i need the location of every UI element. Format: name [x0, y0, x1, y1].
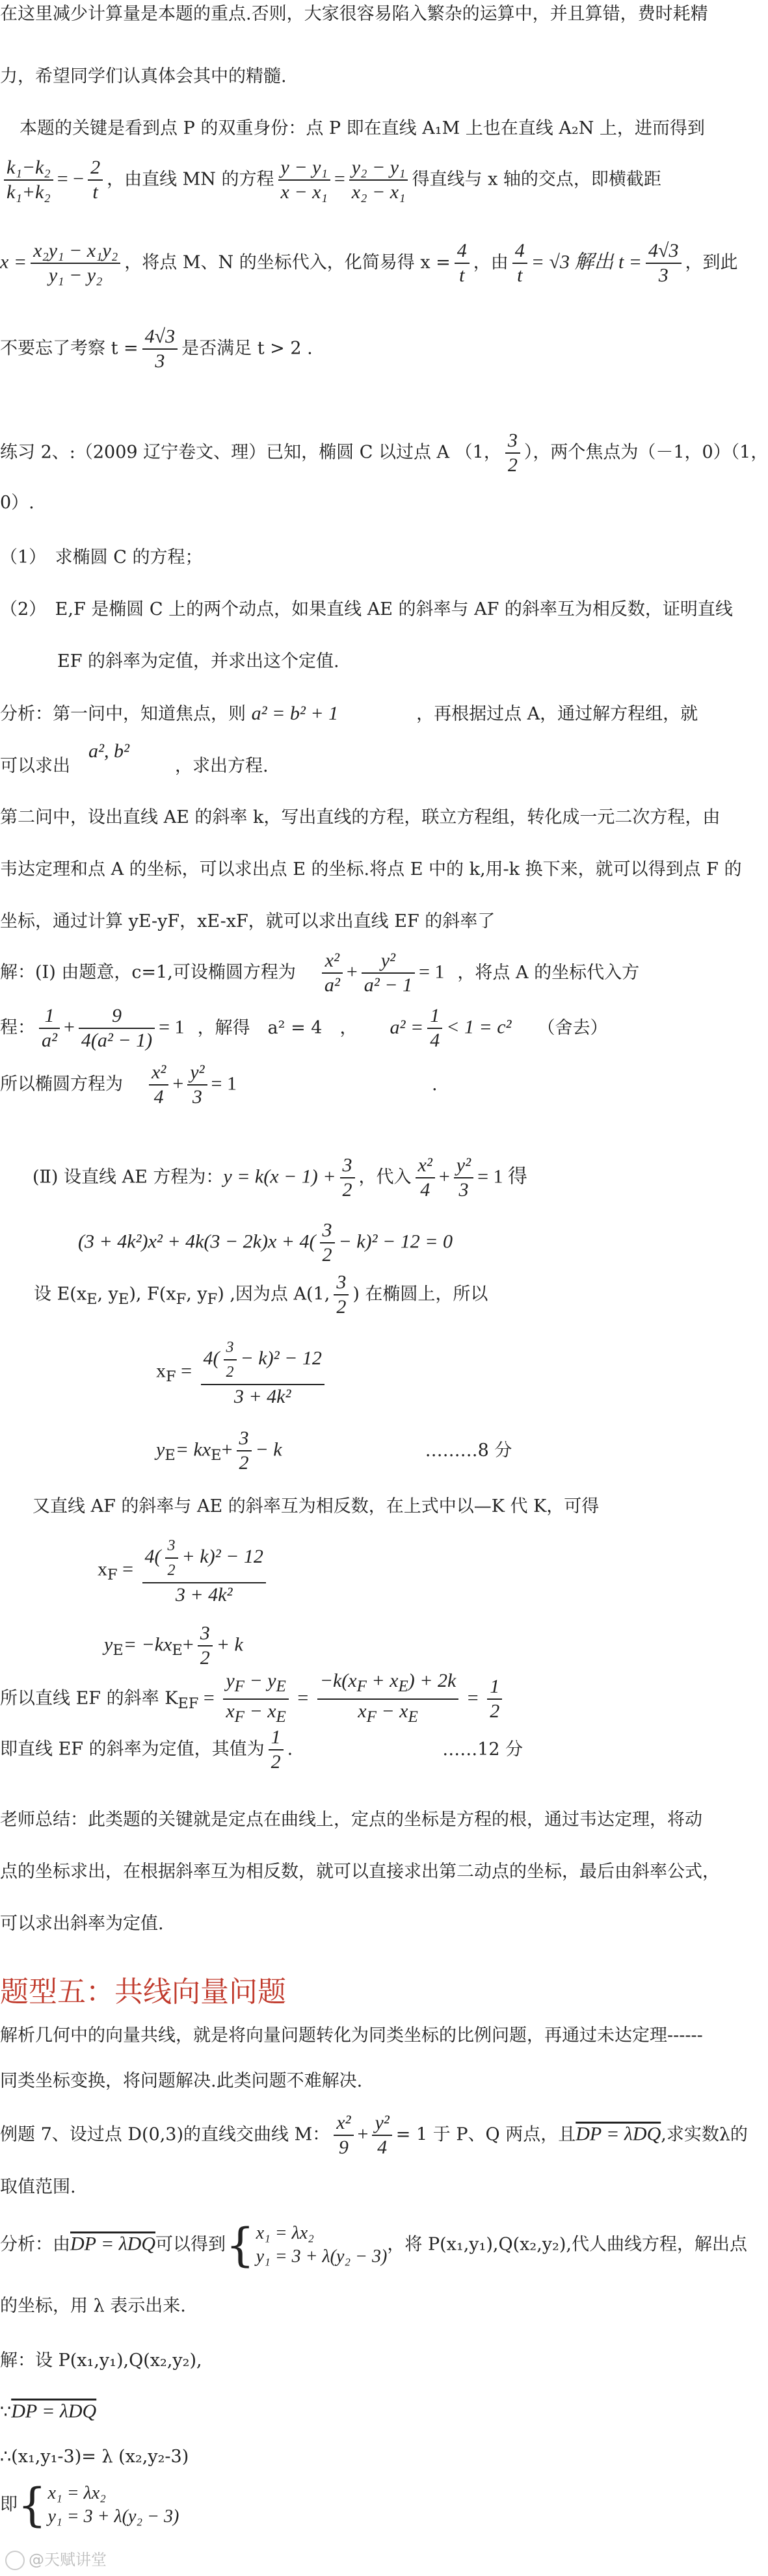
fraction: $\frac{\text{y²}}{3}$ [454, 1154, 473, 1202]
math-line: (3 + 4k²)x² + 4k(3 − 2k)x + 4( $\frac{3}{2}$ − k)² − 12 = 0 [78, 1219, 453, 1266]
fraction: $\frac{\text{y₂ − y₁}}{\text{x₂ − x₁}}$ [349, 156, 408, 204]
text-line: 同类坐标变换，将问题解决.此类问题不难解决. [0, 2071, 363, 2091]
math-line: 所以椭圆方程为 $\frac{\text{x²}}{4}$ + $\frac{\text{y²}}{3}$ = 1 . [0, 1061, 438, 1108]
text-line: 力，希望同学们认真体会其中的精髓. [0, 66, 287, 86]
watermark: @天赋讲堂 [5, 2547, 107, 2570]
watermark-icon [5, 2551, 25, 2570]
analysis-line: 可以求出a², b²，求出方程. [0, 740, 269, 776]
text-line: 韦达定理和点 A 的坐标，可以求出点 E 的坐标.将点 E 中的 k,用-k 换下来，就可以得到点 F 的 [0, 859, 742, 879]
fraction: $\frac{\text{y²}}{3}$ [187, 1061, 207, 1109]
fraction: $\frac{3}{2}$ [334, 1271, 349, 1319]
math-line: 程： $\frac{1}{\text{a²}}$ + $\frac{9}{\text{4(a² − 1)}}$ = 1 ，解得 a² = 4 ， a² = $\frac{1}{4}$ < 1 = c² （舍去） [0, 1005, 608, 1051]
fraction: $\frac{3}{2}$ [505, 429, 520, 477]
math-line: 分析：由DP = λDQ可以得到{ x₁ = λx₂ y₁ = 3 + λ(y₂ − 3) ，将 P(x₁,y₁),Q(x₂,y₂),代人曲线方程，解出点 [0, 2218, 747, 2272]
fraction: $\frac{\text{x²}}{9}$ [334, 2111, 353, 2159]
fraction: $\frac{3}{2}$ [165, 1534, 178, 1582]
fraction: $\frac{\text{x²}}{4}$ [416, 1154, 435, 1202]
fraction: $\frac{3}{2}$ [224, 1336, 237, 1384]
math-line: 解：(Ⅰ) 由题意，c=1,可设椭圆方程为 $\frac{\text{x²}}{\text{a²}}$ + $\frac{\text{y²}}{\text{a² − 1}}$ = 1 ，将点 A 的坐标代入方 [0, 950, 640, 996]
math-line: $y_E= kx_E+$ $\frac{3}{2}$ − k ………8 分 [156, 1427, 512, 1474]
math-line: $y_E= -kx_E+$ $\frac{3}{2}$ + k [104, 1622, 243, 1669]
question-2: （2） E,F 是椭圆 C 上的两个动点，如果直线 AE 的斜率与 AF 的斜率互为相反数，证明直线 [0, 599, 733, 619]
fraction: 4( $\frac{3}{2}$ + k)² − 12 3 + 4k² [142, 1534, 266, 1607]
text-line: 在这里减少计算量是本题的重点.否则，大家很容易陷入繁杂的运算中，并且算错，费时耗精 [0, 4, 708, 24]
fraction: $\frac{4√3}{3}$ [142, 325, 178, 373]
text-line: 解析几何中的向量共线，就是将向量问题转化为同类坐标的比例问题，再通过未达定理------ [0, 2025, 703, 2046]
fraction: $\frac{4}{t}$ [512, 239, 527, 287]
math-line: $\frac{\text{k₁−k₂}}{\text{k₁+k₂}}$ = − $\frac{2}{t}$ ，由直线 MN 的方程 $\frac{\text{y − y₁}}{\text{x − x₁}}$ = $\frac{\text{y₂ − y₁}}{\text{x₂ − x₁}}$ 得直线与 x 轴的交点，即横截距 [0, 156, 661, 208]
question-1: （1） 求椭圆 C 的方程； [0, 547, 203, 567]
fraction: $\frac{3}{2}$ [320, 1219, 335, 1267]
equation-system: x₁ = λx₂ y₁ = 3 + λ(y₂ − 3) [256, 2223, 388, 2267]
fraction: $\frac{\text{x²}}{\text{a²}}$ [322, 949, 343, 997]
fraction: $\frac{1}{4}$ [427, 1004, 442, 1052]
fraction: $\frac{\text{y²}}{\text{a² − 1}}$ [362, 949, 415, 997]
exercise-title: 练习 2、:（2009 辽宁卷文、理）已知，椭圆 C 以过点 A （1， $\frac{3}{2}$ ），两个焦点为（－1，0）（1， [0, 430, 768, 476]
fraction: $\frac{\text{k₁−k₂}}{\text{k₁+k₂}}$ [4, 156, 53, 204]
fraction: $\frac{2}{t}$ [88, 156, 103, 204]
text-line: 可以求出斜率为定值. [0, 1914, 164, 1934]
text-line: 0）. [0, 493, 34, 513]
fraction: $\frac{-k(x_F + x_E) + 2k}{x_F - x_E}$ [317, 1669, 459, 1729]
fraction: $\frac{1}{2}$ [269, 1726, 284, 1774]
text-line: ∴(x₁,y₁-3)= λ (x₂,y₂-3) [0, 2447, 189, 2467]
math-line: 即{ x₁ = λx₂ y₁ = 3 + λ(y₂ − 3) [0, 2478, 179, 2532]
fraction: $\frac{\text{y²}}{4}$ [372, 2111, 391, 2159]
fraction: $\frac{1}{\text{a²}}$ [39, 1004, 60, 1052]
fraction: $\frac{\text{x²}}{4}$ [149, 1061, 168, 1109]
text-line: 本题的关键是看到点 P 的双重身份：点 P 即在直线 A₁M 上也在直线 A₂N 上，进而得到 [20, 118, 705, 138]
fraction: $\frac{4}{t}$ [455, 239, 470, 287]
fraction: $\frac{4√3}{3}$ [646, 239, 681, 287]
fraction: $\frac{1}{2}$ [487, 1675, 502, 1723]
math-line: 不要忘了考察 t = $\frac{4√3}{3}$ 是否满足 t > 2 . [0, 326, 313, 372]
text-line: 第二问中，设出直线 AE 的斜率 k，写出直线的方程，联立方程组，转化成一元二次方程，由 [0, 807, 721, 827]
math-line: $x_F$ = 4( $\frac{3}{2}$ + k)² − 12 3 + 4k² [98, 1534, 270, 1612]
fraction: $\frac{3}{2}$ [237, 1427, 252, 1475]
text-line: 老师总结：此类题的关键就是定点在曲线上，定点的坐标是方程的根，通过韦达定理，将动 [0, 1810, 702, 1830]
math-line: 即直线 EF 的斜率为定值，其值为 $\frac{1}{2}$ . ……12 分 [0, 1726, 523, 1773]
fraction: $\frac{9}{\text{4(a² − 1)}}$ [79, 1004, 155, 1052]
math-line: 例题 7、设过点 D(0,3)的直线交曲线 M： $\frac{\text{x²}}{9}$ + $\frac{\text{y²}}{4}$ = 1 于 P、Q 两点，且DP = λDQ,求实数λ的 [0, 2112, 748, 2158]
math-line: 设 $E(x_E$, $y_E$), $F(x_F$, $y_F$) ,因为点 A(1, $\frac{3}{2}$ ) 在椭圆上，所以 [34, 1271, 488, 1318]
fraction: $\frac{\text{x₂y₁ − x₁y₂}}{\text{y₁ − y₂}}$ [31, 239, 120, 287]
text-line: 解：设 P(x₁,y₁),Q(x₂,y₂), [0, 2350, 202, 2371]
fraction: $\frac{3}{2}$ [198, 1622, 213, 1670]
text-line: 又直线 AF 的斜率与 AE 的斜率互为相反数，在上式中以—K 代 K，可得 [33, 1496, 600, 1516]
fraction: $\frac{3}{2}$ [340, 1154, 355, 1202]
analysis-line: 分析：第一问中，知道焦点，则 a² = b² + 1 ，再根据过点 A，通过解方程组，就 [0, 703, 698, 724]
text-line: 坐标，通过计算 yE-yF，xE-xF，就可以求出直线 EF 的斜率了 [0, 911, 496, 931]
fraction: 4( $\frac{3}{2}$ − k)² − 12 3 + 4k² [201, 1336, 324, 1409]
math-line: (Ⅱ) 设直线 AE 方程为：y = k(x − 1) + $\frac{3}{2}$ ，代入 $\frac{\text{x²}}{4}$ + $\frac{\text{y²}}{3}$ = 1 得 [33, 1154, 528, 1201]
section-heading: 题型五：共线向量问题 [0, 1975, 286, 2009]
equation-system: x₁ = λx₂ y₁ = 3 + λ(y₂ − 3) [47, 2483, 179, 2527]
text-line: 取值范围. [0, 2177, 76, 2197]
math-line: 所以直线 EF 的斜率 $K_{EF}$ = $\frac{y_F - y_E}{x_F - x_E}$ = $\frac{-k(x_F + x_E) + 2k}{x_F - x_E}$ = $\frac{1}{2}$ [0, 1669, 506, 1728]
text-line: 的坐标，用 λ 表示出来. [0, 2296, 186, 2316]
fraction: $\frac{y_F - y_E}{x_F - x_E}$ [223, 1669, 288, 1729]
text-line: EF 的斜率为定值，并求出这个定值. [57, 651, 339, 671]
math-line: $x_F$ = 4( $\frac{3}{2}$ − k)² − 12 3 + 4k² [156, 1336, 328, 1414]
math-line: ∵DP = λDQ [0, 2400, 97, 2422]
math-line: x = $\frac{\text{x₂y₁ − x₁y₂}}{\text{y₁ − y₂}}$ ，将点 M、N 的坐标代入，化简易得 x = $\frac{4}{t}$ ，由 $\frac{4}{t}$ = √3 解出 t = $\frac{4√3}{3}$ ，到此 [0, 240, 738, 286]
text-line: 点的坐标求出，在根据斜率互为相反数，就可以直接求出第二动点的坐标，最后由斜率公式， [0, 1862, 720, 1882]
fraction: $\frac{\text{y − y₁}}{\text{x − x₁}}$ [278, 156, 330, 204]
